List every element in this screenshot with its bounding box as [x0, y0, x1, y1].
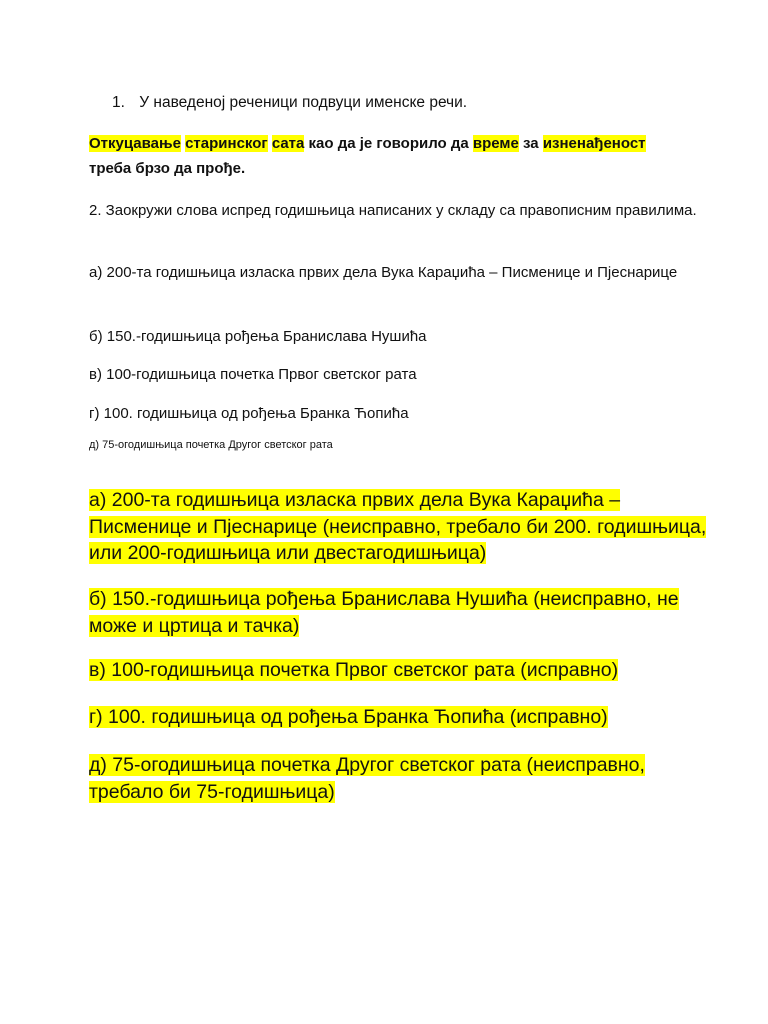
- option-d: д) 75-огодишњица почетка Другог светског рата: [89, 439, 333, 451]
- noun-highlight: Откуцавање: [89, 135, 181, 152]
- answer-g-text: г) 100. годишњица од рођења Бранка Ћопића (исправно): [89, 706, 608, 728]
- answer-d: [89, 752, 708, 805]
- option-b: б) 150.-годишњица рођења Бранислава Нушића: [89, 328, 427, 345]
- noun-highlight: време: [472, 135, 519, 152]
- answer-b: [89, 586, 708, 639]
- noun-highlight: изненађеност: [542, 135, 646, 152]
- answer-a-text: а) 200-та годишњица изласка првих дела Вука Караџића – Писменице и Пјеснарице (неисправно, требало би 200. годишњица, или 200-годишњица или двестагодишњица): [89, 489, 707, 564]
- sentence-text: за: [518, 135, 543, 152]
- answer-a: [89, 487, 708, 567]
- option-g: г) 100. годишњица од рођења Бранка Ћопића: [89, 405, 409, 422]
- task-1: [112, 94, 708, 112]
- answer-v: [89, 657, 708, 684]
- option-a: а) 200-та годишњица изласка првих дела Вука Караџића – Писменице и Пјеснарице: [89, 264, 678, 281]
- answer-v-text: в) 100-годишњица почетка Првог светског рата (исправно): [89, 659, 619, 681]
- answer-d-text: д) 75-огодишњица почетка Другог светског рата (неисправно, требало би 75-годишњица): [89, 754, 645, 803]
- example-sentence: [89, 131, 708, 181]
- task-2: 2. Заокружи слова испред годишњица написаних у складу са правописним правилима.: [89, 202, 697, 219]
- noun-highlight: старинског: [185, 135, 268, 152]
- sentence-text: треба брзо да прође.: [89, 160, 246, 177]
- task-1-number: 1.: [112, 94, 125, 111]
- sentence-text: као да је говорило да: [304, 135, 473, 152]
- noun-highlight: сата: [271, 135, 305, 152]
- option-v: в) 100-годишњица почетка Првог светског рата: [89, 366, 417, 383]
- answer-b-text: б) 150.-годишњица рођења Бранислава Нушића (неисправно, не може и цртица и тачка): [89, 588, 679, 637]
- task-1-text: У наведеној реченици подвуци именске речи.: [139, 94, 468, 111]
- answer-g: [89, 704, 708, 731]
